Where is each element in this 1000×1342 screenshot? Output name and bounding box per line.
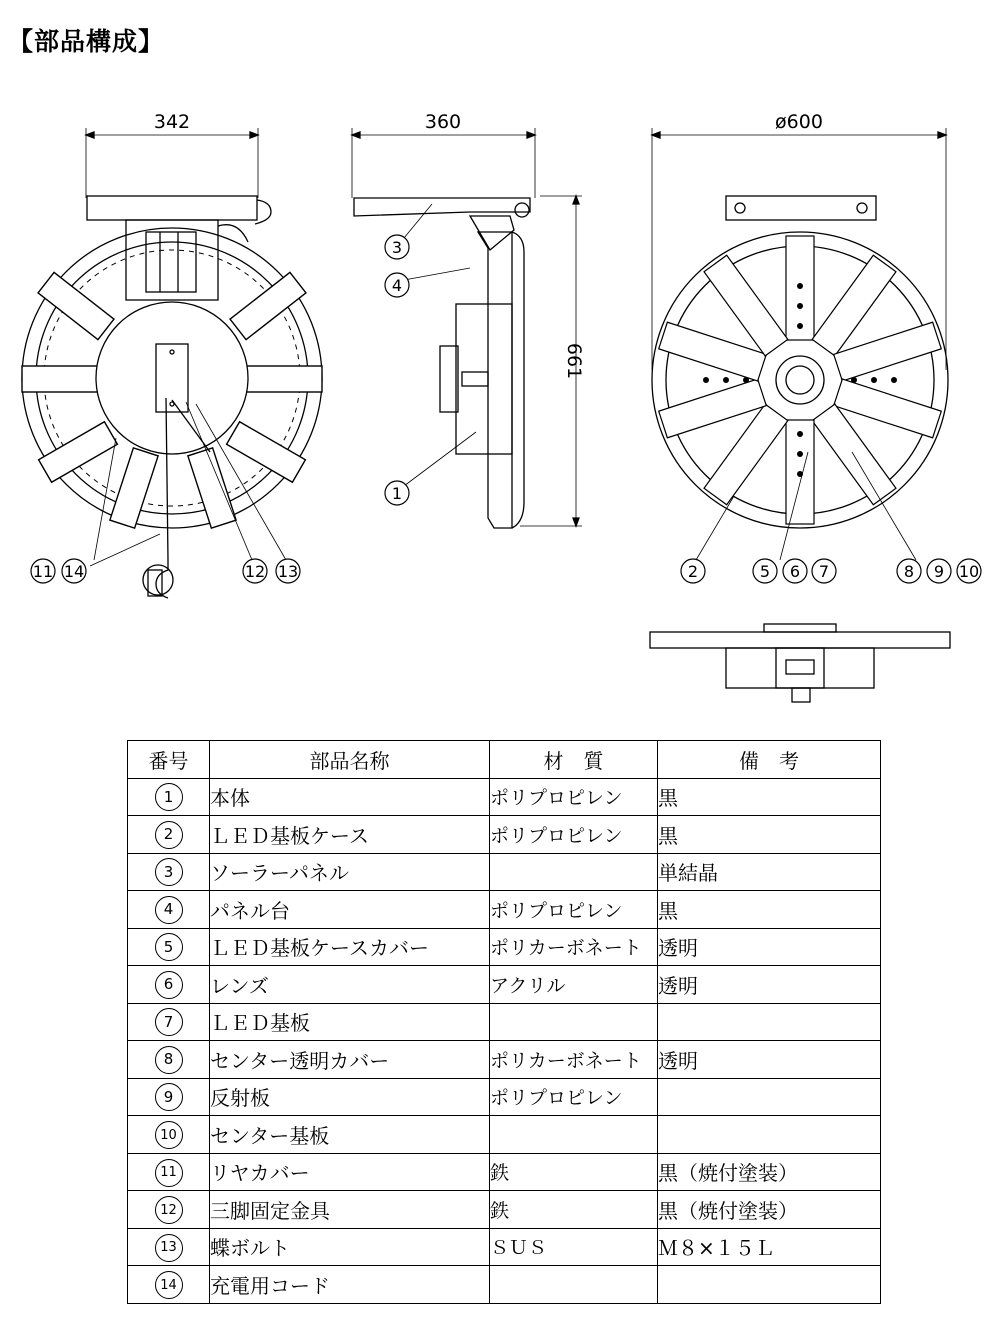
table-row (128, 816, 881, 854)
row-number: 6 (155, 971, 183, 999)
part-note (658, 1003, 881, 1041)
part-material: 鉄 (490, 1191, 658, 1229)
table-row (128, 1041, 881, 1079)
part-name: ＬＥＤ基板 (210, 1003, 490, 1041)
row-number: 10 (155, 1121, 183, 1149)
part-material: ポリカーボネート (490, 928, 658, 966)
row-number: 13 (155, 1234, 183, 1262)
part-note: 黒（焼付塗装） (658, 1191, 881, 1229)
row-number: 5 (155, 933, 183, 961)
callout-12: 12 (244, 562, 266, 581)
part-material: ポリプロピレン (490, 891, 658, 929)
table-row (128, 1003, 881, 1041)
row-number: 12 (155, 1196, 183, 1224)
part-name: 充電用コード (210, 1266, 490, 1304)
table-header-row (128, 741, 881, 779)
callout-14: 14 (63, 562, 85, 581)
part-name: センター透明カバー (210, 1041, 490, 1079)
part-name: リヤカバー (210, 1153, 490, 1191)
row-number: 2 (155, 821, 183, 849)
part-name: レンズ (210, 966, 490, 1004)
part-material (490, 1266, 658, 1304)
part-name: ソーラーパネル (210, 853, 490, 891)
part-material: ポリプロピレン (490, 778, 658, 816)
row-number: 9 (155, 1083, 183, 1111)
callout-11: 11 (32, 562, 54, 581)
callout-10: 10 (958, 562, 980, 581)
part-note: 黒（焼付塗装） (658, 1153, 881, 1191)
header-material: 材 質 (490, 741, 658, 779)
part-note (658, 1266, 881, 1304)
callout-6: 6 (789, 562, 801, 581)
part-note: 単結晶 (658, 853, 881, 891)
table-row (128, 928, 881, 966)
table-row (128, 966, 881, 1004)
part-name: 本体 (210, 778, 490, 816)
dim-front-width: 342 (153, 111, 191, 133)
row-number: 4 (155, 896, 183, 924)
back-view (652, 128, 948, 560)
header-number: 番号 (128, 741, 210, 779)
row-number: 1 (155, 783, 183, 811)
header-part-name: 部品名称 (210, 741, 490, 779)
callout-2: 2 (687, 562, 699, 581)
callout-8: 8 (903, 562, 915, 581)
dim-side-height: 661 (563, 342, 585, 380)
table-row (128, 1116, 881, 1154)
side-view (352, 128, 582, 528)
callout-9: 9 (933, 562, 945, 581)
page-title: 【部品構成】 (8, 27, 165, 56)
header-remarks: 備 考 (658, 741, 881, 779)
table-row (128, 1228, 881, 1266)
dim-side-width: 360 (424, 111, 462, 133)
row-number: 8 (155, 1046, 183, 1074)
part-note: 透明 (658, 1041, 881, 1079)
part-material (490, 1116, 658, 1154)
front-view (22, 128, 322, 598)
part-note (658, 1116, 881, 1154)
part-note: Ｍ８×１５Ｌ (658, 1228, 881, 1266)
part-name: ＬＥＤ基板ケース (210, 816, 490, 854)
callout-5: 5 (759, 562, 771, 581)
table-row (128, 1266, 881, 1304)
part-note: 黒 (658, 778, 881, 816)
part-material (490, 853, 658, 891)
callout-3: 3 (391, 238, 403, 257)
part-name: ＬＥＤ基板ケースカバー (210, 928, 490, 966)
parts-table (127, 740, 881, 1304)
table-row (128, 1153, 881, 1191)
part-material: ポリプロピレン (490, 816, 658, 854)
part-note (658, 1078, 881, 1116)
part-note: 黒 (658, 891, 881, 929)
part-name: センター基板 (210, 1116, 490, 1154)
callout-4: 4 (391, 276, 403, 295)
part-name: 三脚固定金具 (210, 1191, 490, 1229)
callout-1: 1 (391, 484, 403, 503)
row-number: 14 (155, 1271, 183, 1299)
table-row (128, 853, 881, 891)
row-number: 7 (155, 1008, 183, 1036)
part-note: 透明 (658, 966, 881, 1004)
part-material: ポリプロピレン (490, 1078, 658, 1116)
bottom-view (650, 624, 950, 702)
callout-13: 13 (277, 562, 299, 581)
table-row (128, 891, 881, 929)
part-note: 透明 (658, 928, 881, 966)
part-note: 黒 (658, 816, 881, 854)
part-material: アクリル (490, 966, 658, 1004)
dim-back-diameter: ø600 (775, 111, 823, 133)
part-material: 鉄 (490, 1153, 658, 1191)
part-name: 反射板 (210, 1078, 490, 1116)
table-row (128, 1191, 881, 1229)
part-material (490, 1003, 658, 1041)
part-material: ポリカーボネート (490, 1041, 658, 1079)
row-number: 3 (155, 858, 183, 886)
callout-7: 7 (818, 562, 830, 581)
part-name: 蝶ボルト (210, 1228, 490, 1266)
part-name: パネル台 (210, 891, 490, 929)
row-number: 11 (155, 1159, 183, 1187)
table-row (128, 778, 881, 816)
part-material: ＳＵＳ (490, 1228, 658, 1266)
table-row (128, 1078, 881, 1116)
